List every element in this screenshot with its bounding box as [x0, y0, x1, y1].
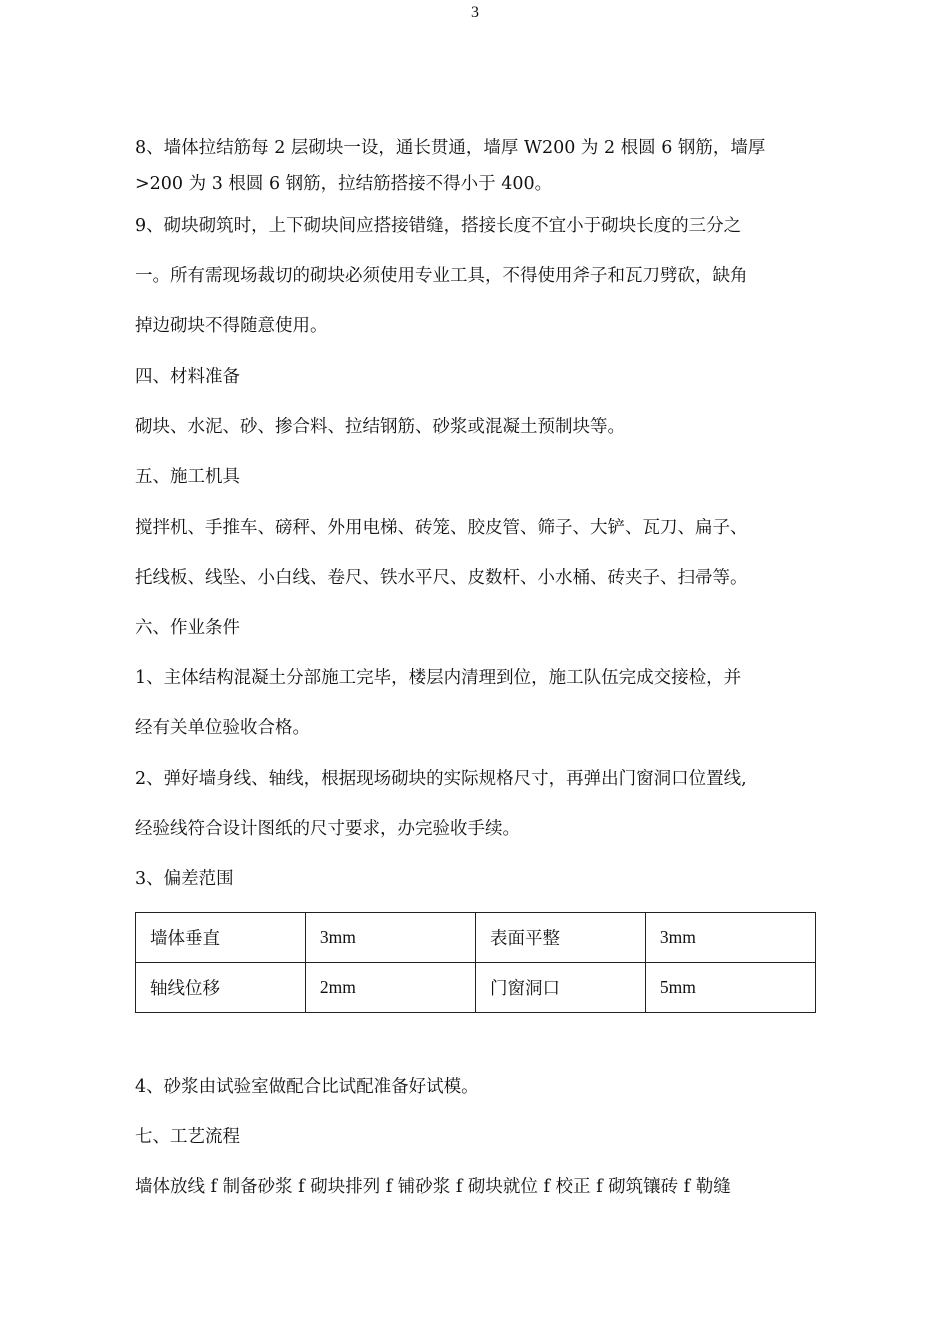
text-line: 一。所有需现场裁切的砌块必须使用专业工具，不得使用斧子和瓦刀劈砍，缺角 [135, 266, 748, 286]
page-number: 3 [471, 4, 479, 21]
section-heading: 七、工艺流程 [135, 1127, 240, 1147]
text-line: 1、主体结构混凝土分部施工完毕，楼层内清理到位，施工队伍完成交接检，并 [135, 668, 742, 688]
table-cell: 墙体垂直 [136, 913, 306, 963]
table-row [136, 913, 816, 963]
text-line: 经验线符合设计图纸的尺寸要求，办完验收手续。 [135, 819, 520, 839]
table-cell: 表面平整 [475, 913, 645, 963]
text-line: 9、砌块砌筑时，上下砌块间应搭接错缝，搭接长度不宜小于砌块长度的三分之 [135, 216, 742, 236]
section-heading: 四、材料准备 [135, 367, 240, 387]
table-cell: 5mm [645, 963, 815, 1013]
table-cell: 轴线位移 [136, 963, 306, 1013]
deviation-table [135, 912, 816, 1013]
table-cell: 3mm [645, 913, 815, 963]
text-line: 砌块、水泥、砂、掺合料、拉结钢筋、砂浆或混凝土预制块等。 [135, 417, 625, 437]
text-line: 托线板、线坠、小白线、卷尺、铁水平尺、皮数杆、小水桶、砖夹子、扫帚等。 [135, 568, 748, 588]
text-line: >200 为 3 根圆 6 钢筋，拉结筋搭接不得小于 400。 [135, 174, 553, 194]
text-line: 墙体放线 f 制备砂浆 f 砌块排列 f 铺砂浆 f 砌块就位 f 校正 f 砌筑镶砖 f 勒缝 [135, 1177, 731, 1197]
text-line: 4、砂浆由试验室做配合比试配准备好试模。 [135, 1077, 479, 1097]
section-heading: 五、施工机具 [135, 467, 240, 487]
table-cell: 门窗洞口 [475, 963, 645, 1013]
text-line: 搅拌机、手推车、磅秤、外用电梯、砖笼、胶皮管、筛子、大铲、瓦刀、扁子、 [135, 518, 748, 538]
table-cell: 3mm [305, 913, 475, 963]
table-cell: 2mm [305, 963, 475, 1013]
text-line: 2、弹好墙身线、轴线，根据现场砌块的实际规格尺寸，再弹出门窗洞口位置线, [135, 769, 747, 789]
text-line: 8、墙体拉结筋每 2 层砌块一设，通长贯通，墙厚 W200 为 2 根圆 6 钢筋，墙厚 [135, 138, 766, 158]
section-heading: 六、作业条件 [135, 618, 240, 638]
text-line: 掉边砌块不得随意使用。 [135, 316, 328, 336]
table-row [136, 963, 816, 1013]
text-line: 经有关单位验收合格。 [135, 718, 310, 738]
text-line: 3、偏差范围 [135, 869, 234, 889]
